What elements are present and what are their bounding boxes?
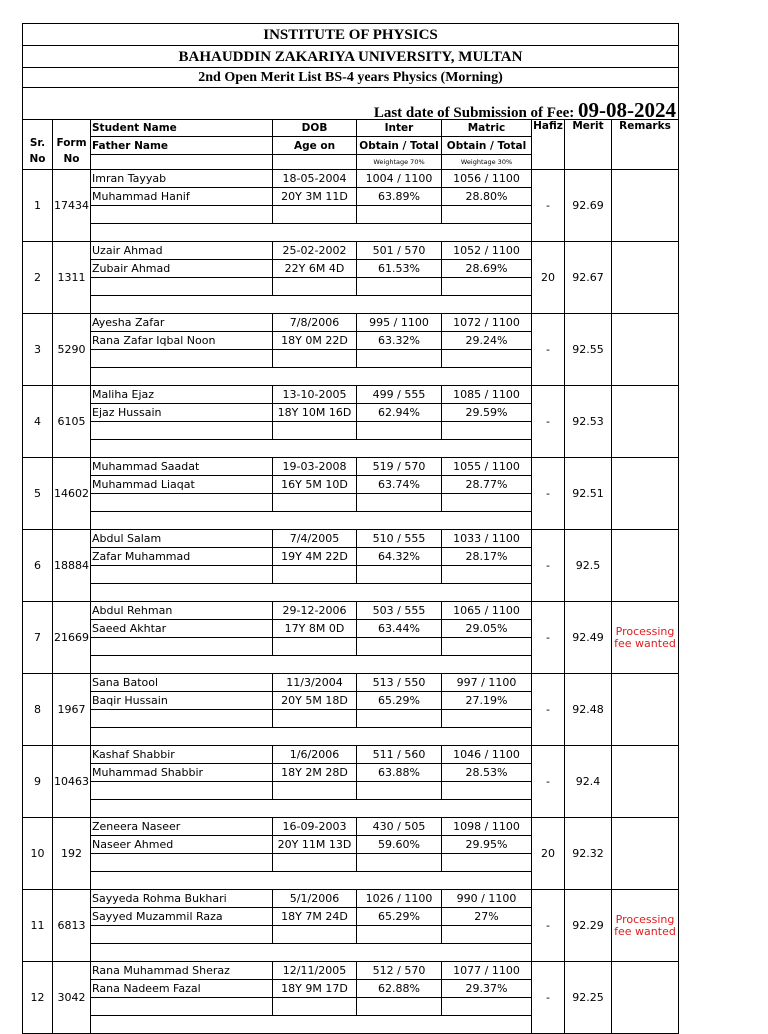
blank-cell	[91, 494, 273, 512]
inter-percent: 63.44%	[357, 620, 442, 638]
form-number: 14602	[53, 458, 91, 530]
merit-header: Merit	[565, 120, 612, 170]
dob-value: 11/3/2004	[273, 674, 357, 692]
blank-cell	[91, 782, 273, 800]
row-gap	[273, 872, 357, 890]
inter-marks: 503 / 555	[357, 602, 442, 620]
matric-marks: 1046 / 1100	[442, 746, 532, 764]
blank-cell	[91, 422, 273, 440]
sr-number: 8	[23, 674, 53, 746]
merit-value: 92.49	[565, 602, 612, 674]
blank-cell	[442, 998, 532, 1016]
form-number: 18884	[53, 530, 91, 602]
row-gap	[273, 800, 357, 818]
blank-cell	[442, 566, 532, 584]
row-gap	[91, 872, 273, 890]
father-name: Sayyed Muzammil Raza	[91, 908, 273, 926]
matric-marks: 1098 / 1100	[442, 818, 532, 836]
dob-value: 25-02-2002	[273, 242, 357, 260]
remarks-header: Remarks	[612, 120, 679, 170]
form-number: 192	[53, 818, 91, 890]
inter-percent: 65.29%	[357, 692, 442, 710]
blank-cell	[273, 422, 357, 440]
blank-cell	[442, 422, 532, 440]
age-value: 18Y 10M 16D	[273, 404, 357, 422]
remarks-value	[612, 242, 679, 314]
inter-marks: 1026 / 1100	[357, 890, 442, 908]
blank-cell	[357, 926, 442, 944]
inter-marks: 1004 / 1100	[357, 170, 442, 188]
blank-cell	[273, 206, 357, 224]
age-on-header: Age on	[273, 137, 357, 155]
row-gap	[273, 944, 357, 962]
remarks-value	[612, 314, 679, 386]
hafiz-value: -	[532, 530, 565, 602]
blank-cell	[442, 278, 532, 296]
row-gap	[442, 296, 532, 314]
sr-header: Sr. No	[23, 120, 53, 170]
dob-value: 18-05-2004	[273, 170, 357, 188]
inter-percent: 64.32%	[357, 548, 442, 566]
matric-marks: 1055 / 1100	[442, 458, 532, 476]
inter-marks: 511 / 560	[357, 746, 442, 764]
father-name: Muhammad Liaqat	[91, 476, 273, 494]
father-name-header: Father Name	[91, 137, 273, 155]
row-gap	[442, 656, 532, 674]
blank-cell	[273, 782, 357, 800]
merit-list-sheet	[22, 23, 678, 1004]
row-gap	[357, 368, 442, 386]
matric-percent: 28.77%	[442, 476, 532, 494]
age-value: 18Y 2M 28D	[273, 764, 357, 782]
sr-number: 10	[23, 818, 53, 890]
remarks-value	[612, 530, 679, 602]
sr-number: 6	[23, 530, 53, 602]
blank-cell	[357, 494, 442, 512]
blank-cell	[91, 350, 273, 368]
father-name: Rana Nadeem Fazal	[91, 980, 273, 998]
remarks-value	[612, 170, 679, 242]
hafiz-value: -	[532, 458, 565, 530]
blank-cell	[357, 998, 442, 1016]
row-gap	[357, 1016, 442, 1034]
row-gap	[357, 872, 442, 890]
blank-cell	[442, 854, 532, 872]
blank-cell	[357, 782, 442, 800]
matric-percent: 28.53%	[442, 764, 532, 782]
inter-percent: 65.29%	[357, 908, 442, 926]
matric-percent: 29.95%	[442, 836, 532, 854]
blank-cell	[442, 206, 532, 224]
row-gap	[91, 728, 273, 746]
sr-number: 3	[23, 314, 53, 386]
inter-marks: 510 / 555	[357, 530, 442, 548]
father-name: Naseer Ahmed	[91, 836, 273, 854]
hafiz-value: -	[532, 962, 565, 1034]
matric-percent: 29.24%	[442, 332, 532, 350]
blank-cell	[442, 782, 532, 800]
blank-cell	[357, 638, 442, 656]
merit-value: 92.51	[565, 458, 612, 530]
merit-list-table	[22, 23, 679, 1034]
student-name: Imran Tayyab	[91, 170, 273, 188]
merit-value: 92.53	[565, 386, 612, 458]
fee-deadline	[23, 88, 679, 120]
remarks-value	[612, 458, 679, 530]
age-value: 22Y 6M 4D	[273, 260, 357, 278]
form-number: 3042	[53, 962, 91, 1034]
row-gap	[357, 800, 442, 818]
merit-value: 92.25	[565, 962, 612, 1034]
blank-cell	[273, 494, 357, 512]
blank-cell	[91, 566, 273, 584]
student-name: Rana Muhammad Sheraz	[91, 962, 273, 980]
dob-value: 19-03-2008	[273, 458, 357, 476]
sr-number: 5	[23, 458, 53, 530]
dob-value: 16-09-2003	[273, 818, 357, 836]
form-number: 21669	[53, 602, 91, 674]
merit-value: 92.55	[565, 314, 612, 386]
hafiz-value: 20	[532, 242, 565, 314]
form-number: 6105	[53, 386, 91, 458]
inter-obtain-header: Obtain / Total	[357, 137, 442, 155]
matric-percent: 27%	[442, 908, 532, 926]
row-gap	[91, 1016, 273, 1034]
matric-percent: 29.59%	[442, 404, 532, 422]
row-gap	[442, 512, 532, 530]
row-gap	[357, 944, 442, 962]
fee-label: Last date of Submission of Fee:	[373, 105, 575, 121]
matric-percent: 28.80%	[442, 188, 532, 206]
blank-cell	[442, 494, 532, 512]
inter-marks: 430 / 505	[357, 818, 442, 836]
row-gap	[357, 656, 442, 674]
blank-cell	[442, 710, 532, 728]
matric-marks: 1065 / 1100	[442, 602, 532, 620]
row-gap	[273, 440, 357, 458]
row-gap	[442, 584, 532, 602]
blank-cell	[273, 638, 357, 656]
list-title: 2nd Open Merit List BS-4 years Physics (Morning)	[23, 68, 679, 88]
university-title: BAHAUDDIN ZAKARIYA UNIVERSITY, MULTAN	[23, 46, 679, 68]
dob-value: 1/6/2006	[273, 746, 357, 764]
form-header: Form No	[53, 120, 91, 170]
merit-value: 92.29	[565, 890, 612, 962]
sr-number: 9	[23, 746, 53, 818]
row-gap	[442, 800, 532, 818]
age-value: 16Y 5M 10D	[273, 476, 357, 494]
inter-percent: 62.94%	[357, 404, 442, 422]
sr-number: 12	[23, 962, 53, 1034]
row-gap	[442, 728, 532, 746]
blank-cell	[442, 350, 532, 368]
institute-title: INSTITUTE OF PHYSICS	[23, 24, 679, 46]
age-value: 18Y 9M 17D	[273, 980, 357, 998]
sr-number: 4	[23, 386, 53, 458]
row-gap	[442, 440, 532, 458]
form-number: 1967	[53, 674, 91, 746]
row-gap	[442, 368, 532, 386]
blank-cell	[273, 854, 357, 872]
row-gap	[273, 368, 357, 386]
age-value: 17Y 8M 0D	[273, 620, 357, 638]
student-name: Sana Batool	[91, 674, 273, 692]
father-name: Zafar Muhammad	[91, 548, 273, 566]
matric-marks: 997 / 1100	[442, 674, 532, 692]
inter-marks: 995 / 1100	[357, 314, 442, 332]
row-gap	[357, 224, 442, 242]
student-name: Sayyeda Rohma Bukhari	[91, 890, 273, 908]
row-gap	[91, 584, 273, 602]
remarks-value	[612, 674, 679, 746]
blank-cell	[357, 854, 442, 872]
father-name: Muhammad Shabbir	[91, 764, 273, 782]
merit-value: 92.5	[565, 530, 612, 602]
dob-value: 12/11/2005	[273, 962, 357, 980]
row-gap	[91, 512, 273, 530]
blank-cell	[91, 854, 273, 872]
student-name: Maliha Ejaz	[91, 386, 273, 404]
remarks-value	[612, 746, 679, 818]
matric-percent: 27.19%	[442, 692, 532, 710]
age-value: 20Y 3M 11D	[273, 188, 357, 206]
inter-marks: 519 / 570	[357, 458, 442, 476]
sr-number: 11	[23, 890, 53, 962]
blank-cell	[357, 710, 442, 728]
matric-marks: 990 / 1100	[442, 890, 532, 908]
hafiz-value: -	[532, 170, 565, 242]
matric-marks: 1077 / 1100	[442, 962, 532, 980]
blank-cell	[273, 278, 357, 296]
row-gap	[273, 296, 357, 314]
hafiz-value: -	[532, 602, 565, 674]
blank-cell	[91, 278, 273, 296]
remarks-value	[612, 818, 679, 890]
row-gap	[357, 440, 442, 458]
matric-weightage: Weightage 30%	[442, 155, 532, 170]
inter-percent: 63.74%	[357, 476, 442, 494]
row-gap	[357, 584, 442, 602]
matric-marks: 1085 / 1100	[442, 386, 532, 404]
blank-cell	[91, 926, 273, 944]
blank-cell	[273, 350, 357, 368]
header-spacer	[91, 155, 273, 170]
row-gap	[273, 512, 357, 530]
form-number: 17434	[53, 170, 91, 242]
row-gap	[273, 1016, 357, 1034]
remarks-value	[612, 962, 679, 1034]
matric-marks: 1052 / 1100	[442, 242, 532, 260]
fee-date: 09-08-2024	[578, 98, 676, 122]
blank-cell	[442, 638, 532, 656]
row-gap	[357, 296, 442, 314]
inter-percent: 59.60%	[357, 836, 442, 854]
merit-value: 92.32	[565, 818, 612, 890]
row-gap	[357, 512, 442, 530]
inter-percent: 62.88%	[357, 980, 442, 998]
student-name: Abdul Rehman	[91, 602, 273, 620]
blank-cell	[273, 710, 357, 728]
sr-number: 7	[23, 602, 53, 674]
student-name: Muhammad Saadat	[91, 458, 273, 476]
dob-header: DOB	[273, 120, 357, 137]
inter-marks: 499 / 555	[357, 386, 442, 404]
inter-marks: 501 / 570	[357, 242, 442, 260]
form-number: 10463	[53, 746, 91, 818]
blank-cell	[273, 926, 357, 944]
merit-value: 92.48	[565, 674, 612, 746]
father-name: Saeed Akhtar	[91, 620, 273, 638]
student-name: Abdul Salam	[91, 530, 273, 548]
father-name: Muhammad Hanif	[91, 188, 273, 206]
blank-cell	[91, 710, 273, 728]
student-name: Uzair Ahmad	[91, 242, 273, 260]
inter-percent: 61.53%	[357, 260, 442, 278]
matric-obtain-header: Obtain / Total	[442, 137, 532, 155]
blank-cell	[273, 998, 357, 1016]
age-value: 20Y 5M 18D	[273, 692, 357, 710]
inter-marks: 513 / 550	[357, 674, 442, 692]
row-gap	[357, 728, 442, 746]
blank-cell	[442, 926, 532, 944]
hafiz-value: -	[532, 746, 565, 818]
row-gap	[273, 656, 357, 674]
inter-marks: 512 / 570	[357, 962, 442, 980]
student-name-header: Student Name	[91, 120, 273, 137]
student-name: Zeneera Naseer	[91, 818, 273, 836]
sr-number: 1	[23, 170, 53, 242]
hafiz-value: -	[532, 674, 565, 746]
merit-value: 92.67	[565, 242, 612, 314]
hafiz-value: -	[532, 314, 565, 386]
blank-cell	[357, 350, 442, 368]
row-gap	[273, 728, 357, 746]
father-name: Ejaz Hussain	[91, 404, 273, 422]
matric-percent: 28.17%	[442, 548, 532, 566]
remarks-value: Processing fee wanted	[612, 890, 679, 962]
hafiz-value: -	[532, 386, 565, 458]
dob-value: 7/4/2005	[273, 530, 357, 548]
row-gap	[91, 944, 273, 962]
matric-marks: 1033 / 1100	[442, 530, 532, 548]
row-gap	[442, 1016, 532, 1034]
row-gap	[91, 368, 273, 386]
inter-percent: 63.89%	[357, 188, 442, 206]
row-gap	[273, 224, 357, 242]
blank-cell	[91, 998, 273, 1016]
sr-number: 2	[23, 242, 53, 314]
father-name: Rana Zafar Iqbal Noon	[91, 332, 273, 350]
age-value: 19Y 4M 22D	[273, 548, 357, 566]
dob-value: 29-12-2006	[273, 602, 357, 620]
form-number: 1311	[53, 242, 91, 314]
blank-cell	[357, 422, 442, 440]
hafiz-header: Hafiz	[532, 120, 565, 170]
age-value: 18Y 7M 24D	[273, 908, 357, 926]
father-name: Baqir Hussain	[91, 692, 273, 710]
merit-value: 92.69	[565, 170, 612, 242]
inter-percent: 63.32%	[357, 332, 442, 350]
form-number: 6813	[53, 890, 91, 962]
row-gap	[91, 656, 273, 674]
inter-percent: 63.88%	[357, 764, 442, 782]
blank-cell	[357, 206, 442, 224]
matric-marks: 1072 / 1100	[442, 314, 532, 332]
row-gap	[91, 440, 273, 458]
merit-value: 92.4	[565, 746, 612, 818]
inter-header: Inter	[357, 120, 442, 137]
header-spacer	[273, 155, 357, 170]
hafiz-value: 20	[532, 818, 565, 890]
student-name: Ayesha Zafar	[91, 314, 273, 332]
form-number: 5290	[53, 314, 91, 386]
blank-cell	[357, 566, 442, 584]
matric-header: Matric	[442, 120, 532, 137]
row-gap	[273, 584, 357, 602]
matric-percent: 29.37%	[442, 980, 532, 998]
hafiz-value: -	[532, 890, 565, 962]
age-value: 18Y 0M 22D	[273, 332, 357, 350]
father-name: Zubair Ahmad	[91, 260, 273, 278]
row-gap	[91, 800, 273, 818]
row-gap	[442, 872, 532, 890]
matric-marks: 1056 / 1100	[442, 170, 532, 188]
row-gap	[91, 296, 273, 314]
remarks-value: Processing fee wanted	[612, 602, 679, 674]
blank-cell	[357, 278, 442, 296]
inter-weightage: Weightage 70%	[357, 155, 442, 170]
row-gap	[442, 944, 532, 962]
dob-value: 13-10-2005	[273, 386, 357, 404]
blank-cell	[273, 566, 357, 584]
dob-value: 7/8/2006	[273, 314, 357, 332]
matric-percent: 29.05%	[442, 620, 532, 638]
student-name: Kashaf Shabbir	[91, 746, 273, 764]
age-value: 20Y 11M 13D	[273, 836, 357, 854]
blank-cell	[91, 206, 273, 224]
dob-value: 5/1/2006	[273, 890, 357, 908]
blank-cell	[91, 638, 273, 656]
row-gap	[442, 224, 532, 242]
matric-percent: 28.69%	[442, 260, 532, 278]
row-gap	[91, 224, 273, 242]
remarks-value	[612, 386, 679, 458]
